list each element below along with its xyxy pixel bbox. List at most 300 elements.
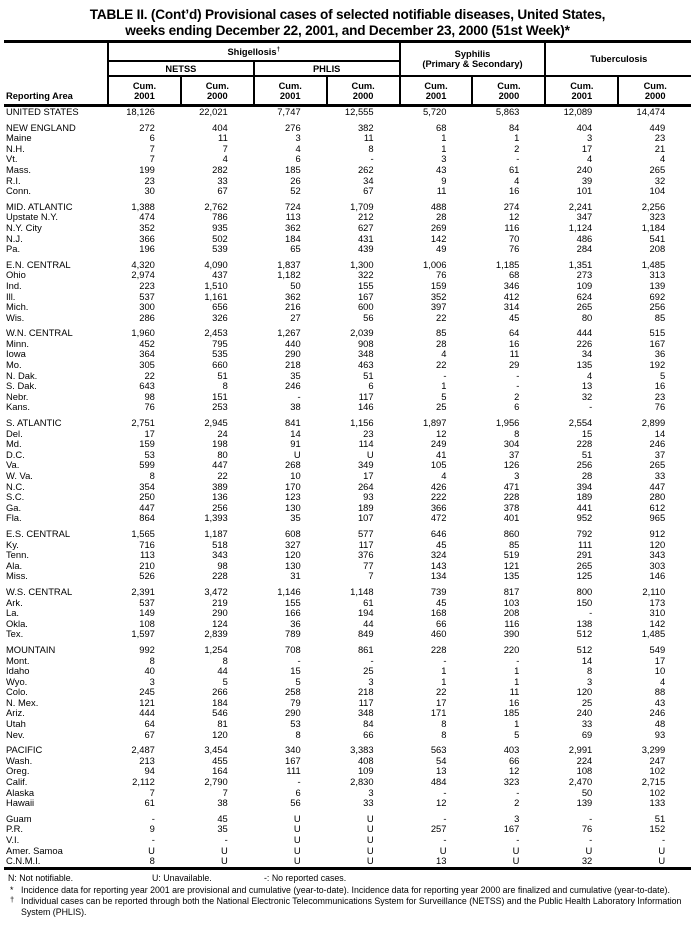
reporting-area-cell: Del. (6, 427, 23, 439)
value-cell: 2,945 (204, 417, 228, 429)
value-cell: 257 (430, 823, 447, 835)
reporting-area-cell: Ga. (6, 501, 22, 513)
value-cell: U (293, 812, 301, 824)
value-cell: 16 (654, 380, 666, 392)
value-cell: - (151, 834, 155, 845)
value-cell: 346 (503, 279, 520, 291)
value-cell: 68 (436, 121, 447, 133)
value-cell: 444 (139, 707, 155, 719)
value-cell: 537 (139, 596, 155, 608)
value-cell: 149 (139, 607, 155, 619)
value-cell: 125 (576, 570, 593, 582)
value-cell: 218 (357, 686, 374, 698)
value-cell: 120 (285, 549, 301, 561)
value-cell: - (151, 812, 155, 824)
reporting-area-cell: Ark. (6, 596, 23, 608)
table-row (4, 186, 691, 197)
value-cell: 1,124 (568, 221, 593, 233)
value-cell: 9 (441, 174, 447, 186)
value-cell: 111 (286, 765, 301, 777)
value-cell: 3 (441, 153, 447, 165)
value-cell: 185 (285, 163, 301, 175)
reporting-area-cell: Miss. (6, 570, 28, 582)
reporting-area-cell: Wis. (6, 311, 25, 323)
value-cell: 164 (212, 765, 228, 777)
reporting-area-cell: Md. (6, 438, 22, 450)
value-cell: 17 (436, 696, 447, 708)
value-cell: 401 (503, 512, 520, 524)
value-cell: 12,089 (563, 106, 593, 117)
reporting-area-cell: Ohio (6, 269, 26, 281)
value-cell: 253 (212, 401, 228, 413)
value-cell: 310 (649, 607, 666, 619)
reporting-area-cell: W. Va. (6, 470, 33, 481)
value-cell: 3 (587, 675, 593, 687)
reporting-area-cell: Tenn. (6, 549, 29, 561)
value-cell: 249 (430, 438, 447, 450)
reporting-area-cell: Maine (6, 132, 32, 144)
value-cell: 2,241 (568, 200, 593, 212)
footnote-asterisk-text: Incidence data for reporting year 2001 are provisional and cumulative (year-to-date). Incidence data for reporting year 2000 are finalized and cumulative (year-to-date). (21, 884, 670, 895)
value-cell: 61 (144, 797, 155, 809)
value-cell: 32 (581, 390, 593, 402)
value-cell: 11 (218, 132, 228, 144)
value-cell: 45 (436, 596, 447, 608)
value-cell: 502 (212, 232, 228, 244)
reporting-area-cell: P.R. (6, 823, 24, 835)
value-cell: 348 (357, 348, 374, 360)
value-cell: 68 (508, 269, 520, 281)
value-cell: U (366, 812, 374, 824)
value-cell: 121 (503, 559, 520, 571)
value-cell: 724 (285, 200, 301, 212)
value-cell: 1 (514, 675, 520, 687)
value-cell: 535 (212, 348, 228, 360)
value-cell: 12 (436, 427, 447, 439)
value-cell: 117 (358, 538, 374, 550)
value-cell: 6 (295, 786, 301, 798)
value-cell: 274 (503, 200, 520, 212)
value-cell: 117 (358, 390, 374, 402)
value-cell: 348 (357, 707, 374, 719)
reporting-area-cell: N. Dak. (6, 369, 38, 381)
table-body (4, 106, 691, 869)
value-cell: 76 (144, 401, 155, 413)
value-cell: 403 (503, 744, 520, 756)
value-cell: - (589, 401, 593, 413)
reporting-area-cell: S. ATLANTIC (6, 417, 62, 429)
value-cell: 184 (285, 232, 301, 244)
value-cell: 51 (581, 448, 593, 460)
value-cell: 152 (649, 823, 666, 835)
value-cell: 1 (514, 718, 520, 730)
value-cell: 108 (576, 765, 593, 777)
value-cell: 14,474 (636, 106, 666, 117)
value-cell: 113 (285, 211, 301, 223)
value-cell: 864 (139, 512, 155, 524)
value-cell: 50 (581, 786, 593, 798)
value-cell: 7 (149, 153, 155, 165)
value-cell: 56 (290, 797, 301, 809)
value-cell: 362 (285, 221, 301, 233)
value-cell: 2,256 (641, 200, 666, 212)
value-cell: 612 (649, 501, 666, 513)
value-cell: 67 (363, 185, 374, 197)
value-cell: 4 (295, 142, 301, 154)
value-cell: 17 (581, 142, 593, 154)
value-cell: 77 (363, 559, 374, 571)
value-cell: 3,383 (350, 744, 374, 756)
value-cell: 189 (357, 501, 374, 513)
value-cell: 3 (295, 132, 301, 144)
value-cell: 247 (649, 754, 666, 766)
value-cell: 2 (514, 142, 520, 154)
value-cell: 37 (508, 448, 520, 460)
value-cell: 268 (285, 459, 301, 471)
reporting-area-cell: Mass. (6, 163, 32, 175)
value-cell: 10 (290, 470, 301, 481)
value-cell: 3 (514, 470, 520, 481)
footnote-asterisk (4, 885, 691, 895)
value-cell: 8 (149, 470, 155, 481)
value-cell: 2 (514, 797, 520, 809)
value-cell: 577 (357, 527, 374, 539)
value-cell: 2,899 (641, 417, 666, 429)
value-cell: - (370, 654, 374, 666)
value-cell: 245 (139, 686, 155, 698)
value-cell: 265 (576, 301, 593, 313)
value-cell: 426 (430, 480, 447, 492)
value-cell: 935 (212, 221, 228, 233)
value-cell: 849 (357, 628, 374, 640)
value-cell: 113 (139, 549, 155, 561)
value-cell: 800 (576, 585, 593, 597)
value-cell: 150 (576, 596, 593, 608)
value-cell: 908 (357, 337, 374, 349)
value-cell: 130 (285, 559, 301, 571)
value-cell: 1 (441, 142, 447, 154)
value-cell: 151 (212, 390, 228, 402)
value-cell: 155 (357, 279, 374, 291)
value-cell: 43 (654, 696, 666, 708)
table-row (4, 645, 691, 656)
value-cell: 1,897 (423, 417, 447, 429)
value-cell: 8 (149, 654, 155, 666)
value-cell: 33 (363, 797, 374, 809)
value-cell: U (221, 844, 228, 856)
netss-cum-2000-header: Cum. 2000 (181, 76, 254, 106)
value-cell: U (366, 834, 374, 845)
value-cell: 18,126 (126, 106, 155, 117)
value-cell: 1,393 (204, 512, 228, 524)
value-cell: 185 (503, 707, 520, 719)
value-cell: 51 (654, 812, 666, 824)
value-cell: 327 (285, 538, 301, 550)
table-row (4, 402, 691, 413)
value-cell: 35 (290, 512, 301, 524)
page-title-line2: weeks ending December 22, 2001, and December 23, 2000 (51st Week)* (125, 22, 570, 38)
value-cell: 126 (503, 459, 520, 471)
value-cell: 136 (212, 491, 228, 503)
value-cell: 390 (503, 628, 520, 640)
value-cell: 4 (441, 348, 447, 360)
value-cell: 167 (357, 290, 374, 302)
value-cell: 276 (285, 121, 301, 133)
value-cell: 213 (139, 754, 155, 766)
value-cell: 98 (217, 559, 228, 571)
value-cell: 7 (368, 570, 374, 582)
value-cell: 159 (430, 279, 447, 291)
value-cell: 53 (290, 718, 301, 730)
value-cell: 22,021 (199, 106, 228, 117)
value-cell: - (516, 380, 520, 392)
value-cell: 85 (508, 538, 520, 550)
value-cell: 515 (649, 327, 666, 339)
value-cell: 1,006 (423, 258, 447, 270)
dagger-marker: † (276, 45, 281, 53)
value-cell: 210 (139, 559, 155, 571)
value-cell: 447 (139, 501, 155, 513)
value-cell: 120 (649, 538, 666, 550)
reporting-area-cell: W.S. CENTRAL (6, 585, 73, 597)
value-cell: 208 (503, 607, 520, 619)
value-cell: 24 (217, 427, 228, 439)
value-cell: 264 (357, 480, 374, 492)
value-cell: 265 (649, 163, 666, 175)
value-cell: 282 (212, 163, 228, 175)
value-cell: 2,715 (641, 776, 666, 788)
value-cell: 117 (358, 696, 374, 708)
value-cell: 262 (357, 163, 374, 175)
value-cell: 135 (503, 570, 520, 582)
value-cell: 323 (503, 776, 520, 788)
value-cell: 17 (363, 470, 374, 481)
value-cell: 305 (139, 359, 155, 371)
value-cell: 108 (139, 617, 155, 629)
value-cell: 431 (357, 232, 374, 244)
value-cell: U (293, 823, 301, 835)
value-cell: 121 (139, 696, 155, 708)
value-cell: 269 (430, 221, 447, 233)
value-cell: 223 (139, 279, 155, 291)
value-cell: - (443, 369, 447, 381)
value-cell: 7 (222, 786, 228, 798)
value-cell: 1,185 (495, 258, 520, 270)
reporting-area-cell: V.I. (6, 834, 20, 845)
value-cell: 69 (581, 728, 593, 740)
notifiable-diseases-table (4, 40, 691, 870)
value-cell: 8 (587, 665, 593, 677)
syphilis-cum-2000-header: Cum. 2000 (472, 76, 545, 106)
legend-unavailable: U: Unavailable. (152, 872, 212, 883)
value-cell: 817 (503, 585, 520, 597)
value-cell: 65 (290, 243, 301, 255)
value-cell: 102 (649, 786, 666, 798)
value-cell: 35 (217, 823, 228, 835)
value-cell: 2,470 (568, 776, 593, 788)
value-cell: 12 (508, 211, 520, 223)
table-header (4, 42, 691, 106)
value-cell: 105 (430, 459, 447, 471)
value-cell: 352 (139, 221, 155, 233)
value-cell: 173 (649, 596, 666, 608)
value-cell: U (366, 855, 374, 867)
reporting-area-cell: Calif. (6, 776, 28, 788)
value-cell: 67 (144, 728, 155, 740)
value-cell: 84 (508, 121, 520, 133)
value-cell: 104 (649, 185, 666, 197)
value-cell: 111 (578, 538, 593, 550)
value-cell: 4,320 (131, 258, 155, 270)
page-title-line1: TABLE II. (Cont’d) Provisional cases of selected notifiable diseases, United States, (89, 7, 606, 22)
syphilis-label-line1: Syphilis (454, 49, 491, 59)
value-cell: 166 (285, 607, 301, 619)
value-cell: 38 (217, 797, 228, 809)
value-cell: U (512, 844, 520, 856)
value-cell: 246 (649, 438, 666, 450)
value-cell: 9 (149, 823, 155, 835)
value-cell: 116 (504, 221, 520, 233)
value-cell: 624 (576, 290, 593, 302)
value-cell: 212 (357, 211, 374, 223)
value-cell: 3,472 (204, 585, 228, 597)
value-cell: 841 (285, 417, 301, 429)
value-cell: 48 (654, 718, 666, 730)
value-cell: 1,148 (350, 585, 374, 597)
value-cell: 22 (436, 686, 447, 698)
value-cell: 323 (649, 211, 666, 223)
value-cell: 2,110 (642, 585, 666, 597)
reporting-area-cell: Guam (6, 812, 32, 824)
value-cell: 84 (363, 718, 374, 730)
value-cell: 146 (649, 570, 666, 582)
value-cell: 1,960 (131, 327, 155, 339)
value-cell: 228 (430, 643, 447, 655)
value-cell: 220 (503, 643, 520, 655)
phlis-cum-2001-header: Cum. 2001 (254, 76, 327, 106)
table-row (4, 798, 691, 809)
value-cell: 159 (139, 438, 155, 450)
value-cell: 32 (654, 174, 666, 186)
value-cell: 8 (295, 728, 301, 740)
value-cell: 23 (654, 390, 666, 402)
value-cell: 44 (363, 617, 374, 629)
value-cell: 76 (508, 243, 520, 255)
table-row (4, 106, 691, 118)
value-cell: 2,391 (131, 585, 155, 597)
value-cell: 53 (144, 448, 155, 460)
value-cell: 1 (441, 675, 447, 687)
reporting-area-cell: MOUNTAIN (6, 643, 56, 655)
value-cell: 439 (357, 243, 374, 255)
value-cell: 349 (357, 459, 374, 471)
value-cell: 76 (654, 401, 666, 413)
value-cell: 8 (441, 718, 447, 730)
value-cell: 347 (576, 211, 593, 223)
value-cell: 789 (285, 628, 301, 640)
value-cell: 627 (357, 221, 374, 233)
value-cell: 52 (290, 185, 301, 197)
value-cell: 38 (290, 401, 301, 413)
table-row (4, 513, 691, 524)
value-cell: U (585, 844, 593, 856)
value-cell: 34 (363, 174, 374, 186)
reporting-area-cell: N. Mex. (6, 696, 39, 708)
value-cell: 256 (649, 301, 666, 313)
value-cell: 40 (144, 665, 155, 677)
value-cell: 322 (357, 269, 374, 281)
table-row (4, 835, 691, 846)
value-cell: 474 (139, 211, 155, 223)
value-cell: 5 (441, 390, 447, 402)
value-cell: 340 (285, 744, 301, 756)
value-cell: 219 (212, 596, 228, 608)
reporting-area-cell: Wash. (6, 754, 33, 766)
value-cell: 130 (285, 501, 301, 513)
value-cell: 646 (430, 527, 447, 539)
value-cell: 708 (285, 643, 301, 655)
syphilis-cum-2001-header: Cum. 2001 (400, 76, 473, 106)
value-cell: 85 (436, 327, 447, 339)
value-cell: 4 (659, 153, 666, 165)
value-cell: 56 (363, 311, 374, 323)
value-cell: 12 (436, 797, 447, 809)
value-cell: U (658, 844, 666, 856)
value-cell: - (370, 153, 374, 165)
phlis-cum-2000-header: Cum. 2000 (327, 76, 400, 106)
value-cell: 199 (139, 163, 155, 175)
value-cell: 102 (649, 765, 666, 777)
reporting-area-cell: Colo. (6, 686, 28, 698)
reporting-area-cell: C.N.M.I. (6, 855, 41, 867)
value-cell: 1,146 (277, 585, 301, 597)
value-cell: 194 (357, 607, 374, 619)
value-cell: 43 (436, 163, 447, 175)
value-cell: 198 (212, 438, 228, 450)
shigellosis-label: Shigellosis (227, 46, 277, 57)
value-cell: 1,565 (131, 527, 155, 539)
value-cell: 67 (217, 185, 228, 197)
value-cell: 290 (285, 707, 301, 719)
value-cell: 224 (576, 754, 593, 766)
reporting-area-header: Reporting Area (4, 42, 108, 106)
value-cell: 2,751 (131, 417, 155, 429)
value-cell: 471 (503, 480, 520, 492)
value-cell: 518 (212, 538, 228, 550)
reporting-area-cell: Ala. (6, 559, 23, 571)
reporting-area-cell: D.C. (6, 448, 25, 460)
value-cell: 228 (503, 491, 520, 503)
value-cell: 138 (576, 617, 593, 629)
reporting-area-cell: Nev. (6, 728, 25, 740)
value-cell: 549 (649, 643, 666, 655)
value-cell: 291 (576, 549, 593, 561)
value-cell: 364 (139, 348, 155, 360)
value-cell: 1 (441, 665, 447, 677)
value-cell: 39 (581, 174, 593, 186)
value-cell: 441 (576, 501, 593, 513)
value-cell: U (366, 823, 374, 835)
value-cell: 29 (508, 359, 520, 371)
value-cell: 6 (295, 153, 301, 165)
value-cell: 303 (649, 559, 666, 571)
value-cell: 786 (212, 211, 228, 223)
value-cell: 5,863 (495, 106, 520, 117)
value-cell: 541 (649, 232, 666, 244)
value-cell: 23 (654, 132, 666, 144)
reporting-area-cell: E.S. CENTRAL (6, 527, 71, 539)
tb-cum-2000-header: Cum. 2000 (618, 76, 691, 106)
